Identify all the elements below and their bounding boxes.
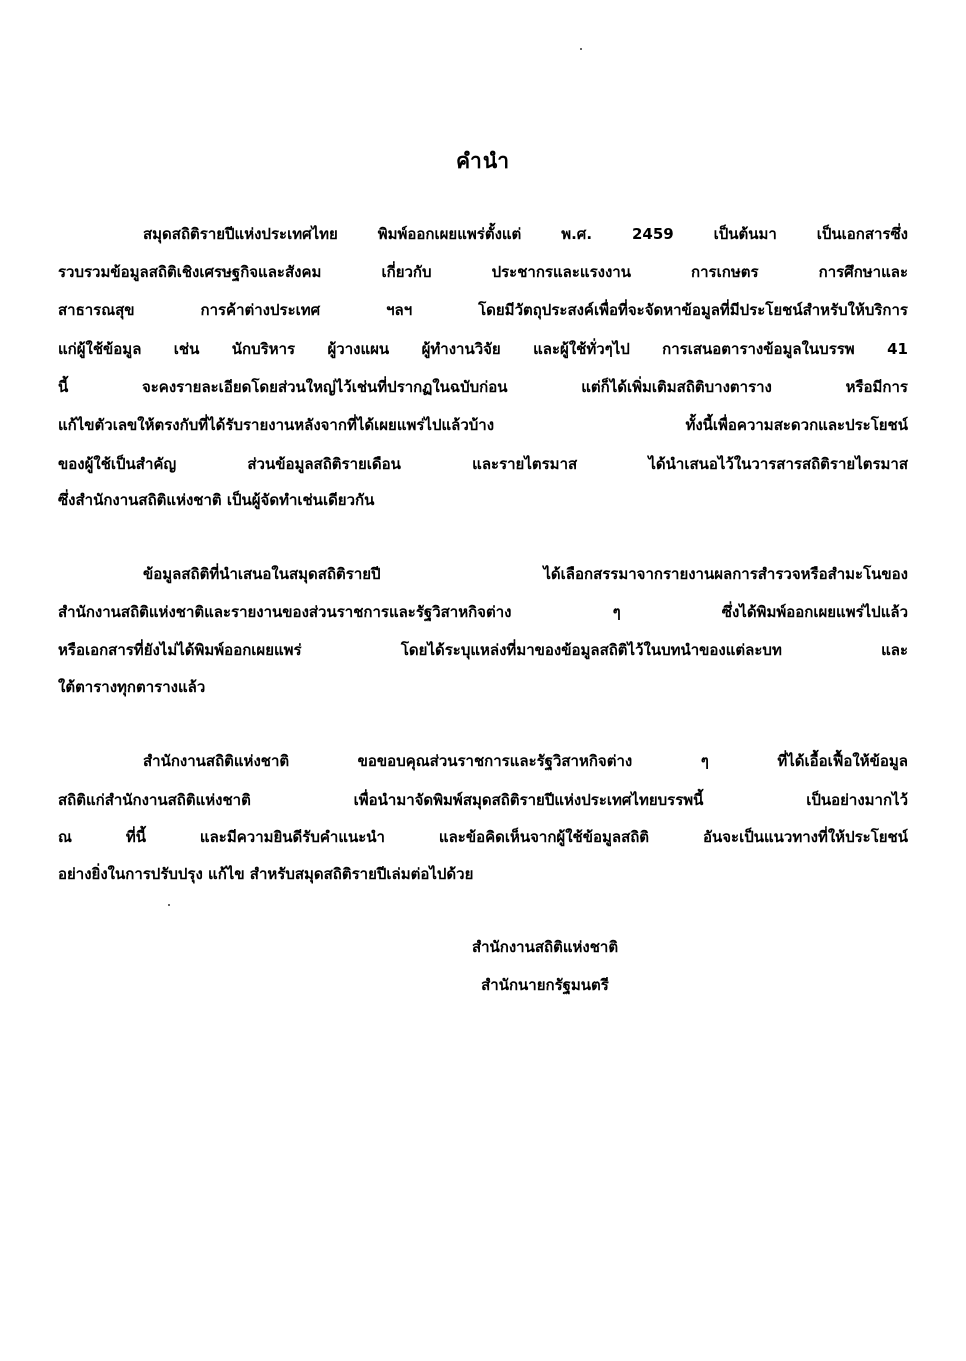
- paragraph-2-line-3: หรือเอกสารที่ยังไม่ได้พิมพ์ออกเผยแพร่ โดยได้ระบุแหล่งที่มาของข้อมูลสถิติไว้ในบทนำของแต่ละบท และ: [58, 641, 908, 659]
- paragraph-1-line-7: ของผู้ใช้เป็นสำคัญ ส่วนข้อมูลสถิติรายเดือน และรายไตรมาส ได้นำเสนอไว้ในวารสารสถิติรายไตรมาส: [58, 455, 908, 473]
- paragraph-1-line-3: สาธารณสุข การค้าต่างประเทศ ฯลฯ โดยมีวัตถุประสงค์เพื่อที่จะจัดหาข้อมูลที่มีประโยชน์สำหรับให้บริการ: [58, 301, 908, 319]
- paragraph-1-line-6: แก้ไขตัวเลขให้ตรงกับที่ได้รับรายงานหลังจากที่ได้เผยแพร่ไปแล้วบ้าง ทั้งนี้เพื่อความสะดวกและประโยชน์: [58, 416, 908, 434]
- paragraph-3-line-3: ณ ที่นี้ และมีความยินดีรับคำแนะนำ และข้อคิดเห็นจากผู้ใช้ข้อมูลสถิติ อันจะเป็นแนวทางที่ให้ประโยชน์: [58, 828, 908, 846]
- signature-office: สำนักงานสถิติแห่งชาติ: [471, 938, 619, 956]
- paragraph-3-line-4: อย่างยิ่งในการปรับปรุง แก้ไข สำหรับสมุดสถิติรายปีเล่มต่อไปด้วย: [58, 865, 474, 883]
- paragraph-1-line-8: ซึ่งสำนักงานสถิติแห่งชาติ เป็นผู้จัดทำเช่นเดียวกัน: [58, 491, 375, 509]
- paragraph-1-line-1: สมุดสถิติรายปีแห่งประเทศไทย พิมพ์ออกเผยแพร่ตั้งแต่ พ.ศ. 2459 เป็นต้นมา เป็นเอกสารซึ่ง: [143, 225, 908, 243]
- paragraph-1-line-2: รวบรวมข้อมูลสถิติเชิงเศรษฐกิจและสังคม เกี่ยวกับ ประชากรและแรงงาน การเกษตร การศึกษาและ: [58, 263, 908, 281]
- paragraph-3-line-2: สถิติแก่สำนักงานสถิติแห่งชาติ เพื่อนำมาจัดพิมพ์สมุดสถิติรายปีแห่งประเทศไทยบรรพนี้ เป็นอย่างมากไว้: [58, 791, 908, 809]
- paragraph-2-line-1: ข้อมูลสถิติที่นำเสนอในสมุดสถิติรายปี ได้เลือกสรรมาจากรายงานผลการสำรวจหรือสำมะโนของ: [143, 565, 908, 583]
- scan-speck: [168, 904, 170, 906]
- paragraph-2-line-2: สำนักงานสถิติแห่งชาติและรายงานของส่วนราชการและรัฐวิสาหกิจต่าง ๆ ซึ่งได้พิมพ์ออกเผยแพร่ไปแล้ว: [58, 603, 908, 621]
- scan-speck: [580, 48, 582, 50]
- paragraph-2-line-4: ใต้ตารางทุกตารางแล้ว: [58, 678, 206, 696]
- paragraph-3-line-1: สำนักงานสถิติแห่งชาติ ขอขอบคุณส่วนราชการและรัฐวิสาหกิจต่าง ๆ ที่ได้เอื้อเฟื้อให้ข้อมูล: [143, 752, 908, 770]
- paragraph-1-line-4: แก่ผู้ใช้ข้อมูล เช่น นักบริหาร ผู้วางแผน ผู้ทำงานวิจัย และผู้ใช้ทั่วๆไป การเสนอตารางข้อมูลในบรรพ 41: [58, 340, 908, 358]
- paragraph-1-line-5: นี้ จะคงรายละเอียดโดยส่วนใหญ่ไว้เช่นที่ปรากฏในฉบับก่อน แต่ก็ได้เพิ่มเติมสถิติบางตาราง หรือมีการ: [58, 378, 908, 396]
- signature-ministry: สำนักนายกรัฐมนตรี: [481, 976, 609, 994]
- page-title: คำนำ: [456, 149, 510, 173]
